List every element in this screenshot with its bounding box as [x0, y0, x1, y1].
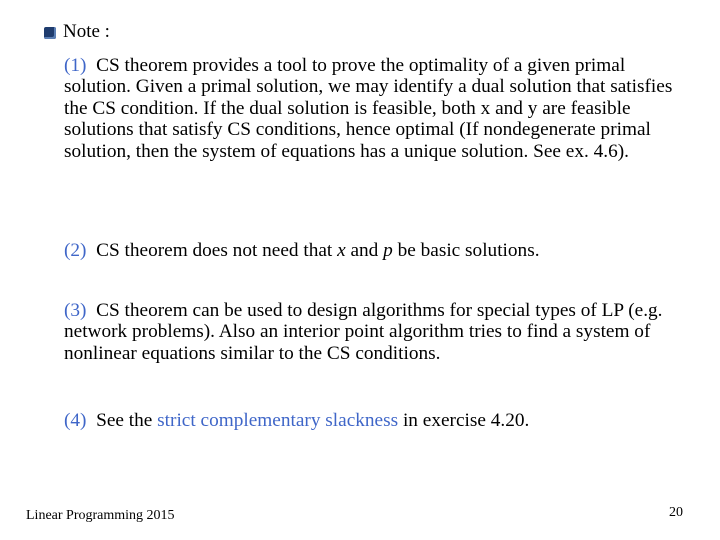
item-text-mid: and — [345, 240, 384, 261]
highlighted-term: strict complementary slackness — [157, 410, 399, 431]
footer-course-title: Linear Programming 2015 — [26, 508, 175, 523]
page-number: 20 — [669, 505, 683, 520]
note-item-2 — [64, 240, 694, 261]
item-text-after: be basic solutions. — [392, 240, 540, 261]
note-item-4 — [64, 410, 694, 431]
item-number: (1) — [64, 55, 87, 76]
item-text: CS theorem provides a tool to prove the optimality of a given primal solution. Given a primal solution, we may identify a dual solution that satisfies the CS condition. If the dual solution is feasible, both x and y are feasible solutions that satisfy CS conditions, hence optimal (If nondegenerate primal solution, then the system of equations has a unique solution. See ex. 4.6). — [64, 55, 673, 162]
item-number: (2) — [64, 240, 87, 261]
item-number: (3) — [64, 300, 87, 321]
item-text: CS theorem can be used to design algorithms for special types of LP (e.g. network problems). Also an interior point algorithm tries to find a system of nonlinear equations similar to the CS conditions. — [64, 300, 663, 364]
item-text-before: CS theorem does not need that — [96, 240, 338, 261]
item-text-after: in exercise 4.20. — [398, 410, 530, 431]
note-item-3 — [64, 300, 694, 364]
math-variable-p: p — [383, 240, 393, 261]
note-item-1 — [64, 55, 694, 162]
math-variable-x: x — [337, 240, 346, 261]
note-heading: Note : — [63, 21, 110, 42]
square-bullet-icon — [44, 27, 56, 39]
item-number: (4) — [64, 410, 87, 431]
item-text-before: See the — [96, 410, 158, 431]
